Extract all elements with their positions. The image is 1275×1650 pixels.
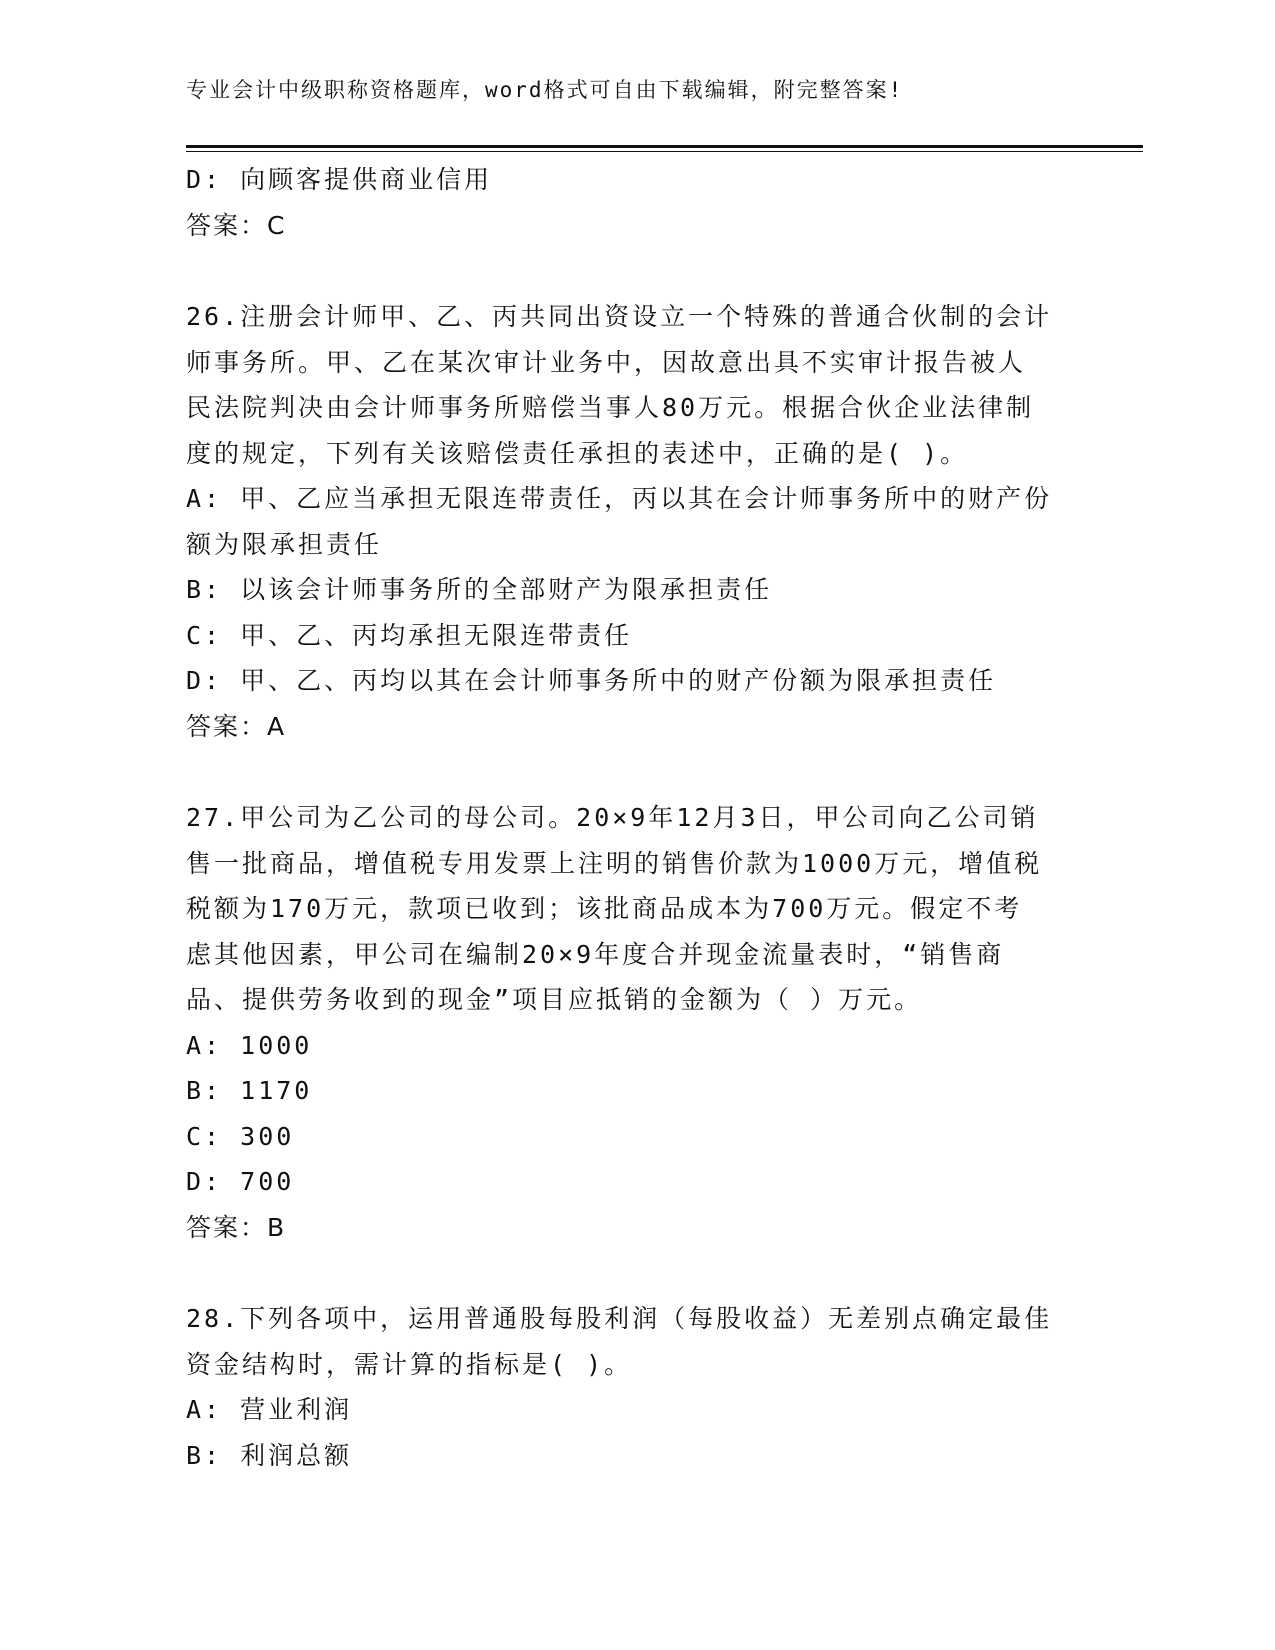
question-26: [186, 294, 1086, 749]
q27-stem-line: 售一批商品，增值税专用发票上注明的销售价款为1000万元，增值税: [186, 848, 1043, 878]
q26-option-c: C: 甲、乙、丙均承担无限连带责任: [186, 620, 633, 650]
q27-stem-line: 虑其他因素，甲公司在编制20×9年度合并现金流量表时，“销售商: [186, 939, 1005, 969]
q27-answer: 答案：B: [186, 1212, 287, 1242]
q28-option-a: A: 营业利润: [186, 1395, 353, 1424]
q26-option-a-cont: 额为限承担责任: [186, 529, 383, 559]
q28-stem-line: 28.下列各项中，运用普通股每股利润（每股收益）无差别点确定最佳: [186, 1304, 1053, 1333]
q26-stem-line: 民法院判决由会计师事务所赔偿当事人80万元。根据合伙企业法律制: [186, 393, 1035, 422]
question-28: [186, 1296, 1086, 1478]
q28-option-b: B: 利润总额: [186, 1440, 353, 1470]
spacer: [186, 749, 1086, 795]
q26-stem-line: 度的规定，下列有关该赔偿责任承担的表述中，正确的是( )。: [186, 438, 969, 468]
q25-option-d: D: 向顾客提供商业信用: [186, 165, 493, 194]
q27-option-c: C: 300: [186, 1121, 295, 1151]
question-27: [186, 795, 1086, 1250]
q26-stem-line: 26.注册会计师甲、乙、丙共同出资设立一个特殊的普通合伙制的会计: [186, 302, 1053, 331]
q27-option-a: A: 1000: [186, 1030, 313, 1060]
q25-answer: 答案：C: [186, 210, 287, 240]
document-header: 专业会计中级职称资格题库，word格式可自由下载编辑，附完整答案!: [186, 78, 904, 102]
header-rule-thick: [186, 145, 1143, 148]
q27-stem-line: 27.甲公司为乙公司的母公司。20×9年12月3日，甲公司向乙公司销: [186, 803, 1039, 832]
q26-option-a: A: 甲、乙应当承担无限连带责任，丙以其在会计师事务所中的财产份: [186, 484, 1053, 513]
q27-stem-line: 税额为170万元，款项已收到；该批商品成本为700万元。假定不考: [186, 894, 1023, 923]
question-content: [186, 157, 1086, 1478]
header-rule-thin: [186, 151, 1143, 152]
q27-stem-line: 品、提供劳务收到的现金”项目应抵销的金额为（ ）万元。: [186, 985, 923, 1014]
question-25-tail: [186, 157, 1086, 248]
q26-option-d: D: 甲、乙、丙均以其在会计师事务所中的财产份额为限承担责任: [186, 666, 997, 695]
q27-option-b: B: 1170: [186, 1076, 313, 1105]
spacer: [186, 248, 1086, 294]
q28-stem-line: 资金结构时，需计算的指标是( )。: [186, 1349, 633, 1379]
q26-option-b: B: 以该会计师事务所的全部财产为限承担责任: [186, 575, 773, 604]
spacer: [186, 1250, 1086, 1296]
q27-option-d: D: 700: [186, 1167, 295, 1196]
q26-stem-line: 师事务所。甲、乙在某次审计业务中，因故意出具不实审计报告被人: [186, 347, 1027, 377]
q26-answer: 答案：A: [186, 711, 287, 741]
